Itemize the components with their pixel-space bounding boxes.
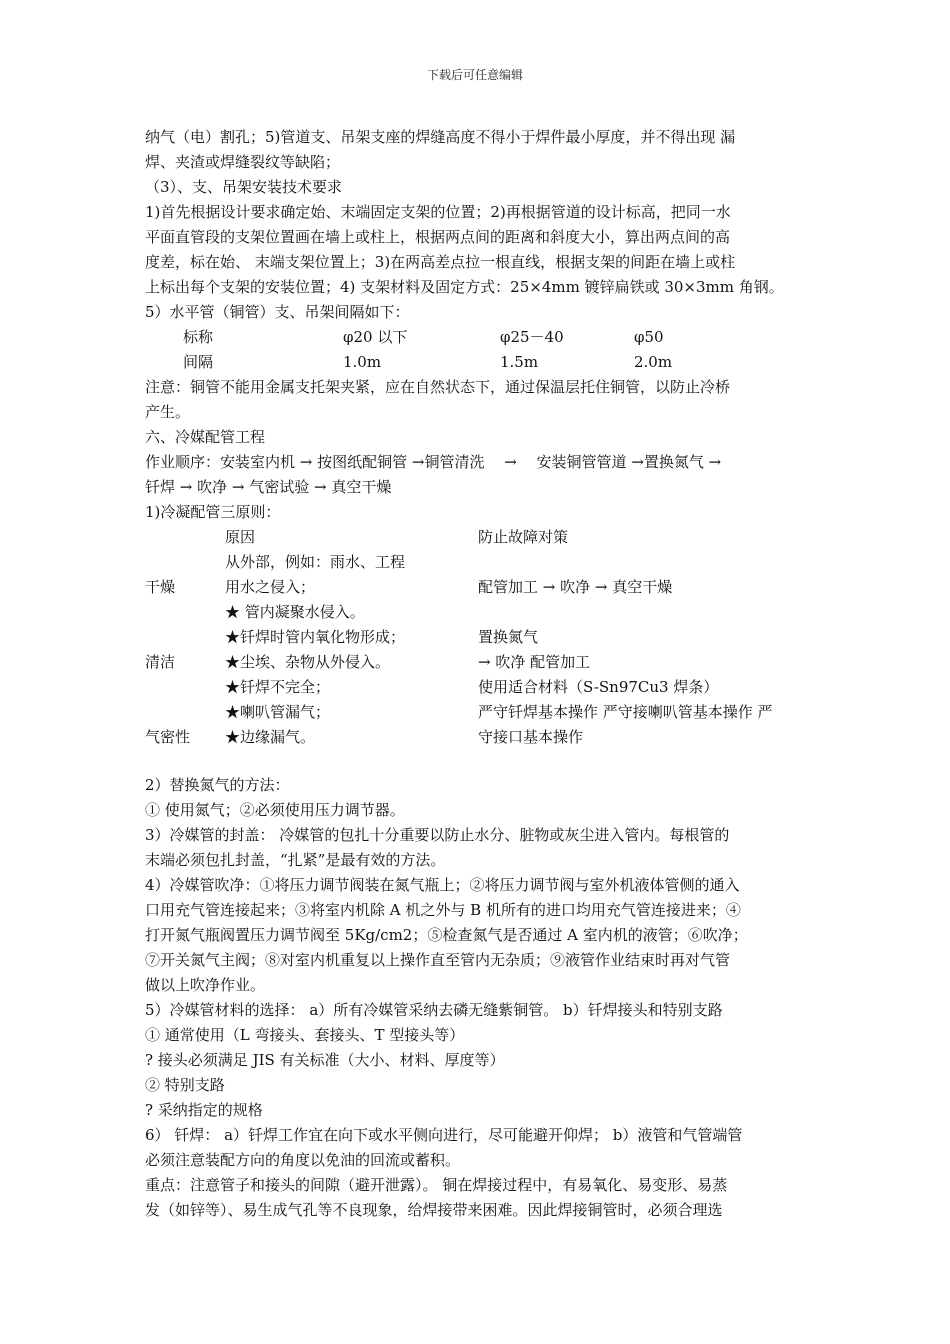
spacing-cell: φ50 bbox=[634, 328, 664, 346]
col-header-cause: 原因 bbox=[225, 528, 256, 546]
text-line: 打开氮气瓶阀置压力调节阀至 5Kg/cm2；⑤检查氮气是否通过 A 室内机的液管；⑥吹净； bbox=[145, 926, 748, 944]
text-line: 1)首先根据设计要求确定始、末端固定支架的位置；2)再根据管道的设计标高，把同一水 bbox=[145, 203, 731, 221]
cause-text: ★尘埃、杂物从外侵入。 bbox=[225, 653, 391, 671]
text-line: 必须注意装配方向的角度以免油的回流或蓄积。 bbox=[145, 1151, 461, 1169]
text-line: ? 采纳指定的规格 bbox=[145, 1101, 263, 1119]
text-line: 末端必须包扎封盖，“扎紧”是最有效的方法。 bbox=[145, 851, 446, 869]
cause-text: ★钎焊时管内氧化物形成； bbox=[225, 628, 406, 646]
measure-text: → 吹净 配管加工 bbox=[478, 653, 591, 671]
page-header: 下载后可任意编辑 bbox=[426, 68, 523, 82]
text-line: ① 使用氮气；②必须使用压力调节器。 bbox=[145, 801, 405, 819]
col-header-measure: 防止故障对策 bbox=[478, 528, 569, 546]
text-line: 5）冷媒管材料的选择： a）所有冷媒管采纳去磷无缝紫铜管。 b）钎焊接头和特别支路 bbox=[145, 1001, 723, 1019]
measure-text: 严守钎焊基本操作 严守接喇叭管基本操作 严 bbox=[478, 703, 773, 721]
text-line: 平面直管段的支架位置画在墙上或柱上，根据两点间的距离和斜度大小，算出两点间的高 bbox=[145, 228, 731, 246]
text-line: 做以上吹净作业。 bbox=[145, 976, 266, 994]
text-line: ? 接头必须满足 JIS 有关标准（大小、材料、厚度等） bbox=[145, 1051, 505, 1069]
text-line: 纳气（电）割孔；5)管道支、吊架支座的焊缝高度不得小于焊件最小厚度，并不得出现 漏 bbox=[145, 128, 736, 146]
section-heading: 六、冷媒配管工程 bbox=[145, 428, 266, 446]
section-heading: 2）替换氮气的方法： bbox=[145, 776, 290, 794]
spacing-label: 标称 bbox=[183, 328, 214, 346]
text-line: ① 通常使用（L 弯接头、套接头、T 型接头等） bbox=[145, 1026, 465, 1044]
cause-text: ★ 管内凝聚水侵入。 bbox=[225, 603, 365, 621]
text-line: 度差，标在始、 末端支架位置上；3)在两高差点拉一根直线，根据支架的间距在墙上或柱 bbox=[145, 253, 736, 271]
cause-text: ★钎焊不完全； bbox=[225, 678, 331, 696]
measure-text: 使用适合材料（S-Sn97Cu3 焊条） bbox=[478, 678, 719, 696]
text-line: 焊、夹渣或焊缝裂纹等缺陷； bbox=[145, 153, 341, 171]
spacing-cell: 1.0m bbox=[343, 353, 382, 371]
text-line: 口用充气管连接起来；③将室内机除 A 机之外与 B 机所有的进口均用充气管连接进来；④ bbox=[145, 901, 741, 919]
measure-text: 守接口基本操作 bbox=[478, 728, 584, 746]
text-line: 4）冷媒管吹净：①将压力调节阀装在氮气瓶上；②将压力调节阀与室外机液体管侧的通入 bbox=[145, 876, 740, 894]
measure-text: 置换氮气 bbox=[478, 628, 539, 646]
measure-text: 配管加工 → 吹净 → 真空干燥 bbox=[478, 578, 673, 596]
text-line: 上标出每个支架的安装位置；4) 支架材料及固定方式：25×4mm 镀锌扁铁或 30×3mm 角钢。 bbox=[145, 278, 784, 296]
row-label-dry: 干燥 bbox=[145, 578, 176, 596]
cause-text: 从外部，例如：雨水、工程 bbox=[225, 553, 406, 571]
cause-text: ★边缘漏气。 bbox=[225, 728, 316, 746]
cause-text: 用水之侵入； bbox=[225, 578, 316, 596]
sequence-line: 钎焊 → 吹净 → 气密试验 → 真空干燥 bbox=[145, 478, 392, 496]
spacing-label: 间隔 bbox=[183, 353, 214, 371]
text-line: 5）水平管（铜管）支、吊架间隔如下： bbox=[145, 303, 410, 321]
row-label-clean: 清洁 bbox=[145, 653, 176, 671]
text-line: 重点：注意管子和接头的间隙（避开泄露）。 铜在焊接过程中，有易氧化、易变形、易蒸 bbox=[145, 1176, 728, 1194]
spacing-cell: φ25－40 bbox=[500, 328, 564, 346]
section-heading: （3）、支、吊架安装技术要求 bbox=[145, 178, 343, 196]
text-line: ② 特别支路 bbox=[145, 1076, 225, 1094]
spacing-cell: 2.0m bbox=[634, 353, 673, 371]
text-line: 3）冷媒管的封盖： 冷媒管的包扎十分重要以防止水分、脏物或灰尘进入管内。每根管的 bbox=[145, 826, 730, 844]
note-line: 注意：铜管不能用金属支托架夹紧，应在自然状态下，通过保温层托住铜管，以防止冷桥 bbox=[145, 378, 731, 396]
spacing-cell: 1.5m bbox=[500, 353, 539, 371]
row-label-airtight: 气密性 bbox=[145, 728, 191, 746]
principles-title: 1)冷凝配管三原则： bbox=[145, 503, 281, 521]
text-line: ⑦开关氮气主阀；⑧对室内机重复以上操作直至管内无杂质；⑨液管作业结束时再对气管 bbox=[145, 951, 731, 969]
cause-text: ★喇叭管漏气； bbox=[225, 703, 331, 721]
note-line: 产生。 bbox=[145, 403, 191, 421]
text-line: 6） 钎焊： a）钎焊工作宜在向下或水平侧向进行，尽可能避开仰焊； b）液管和气管端管 bbox=[145, 1126, 743, 1144]
text-line: 发（如锌等）、易生成气孔等不良现象，给焊接带来困难。因此焊接铜管时，必须合理选 bbox=[145, 1201, 723, 1219]
sequence-line: 作业顺序：安装室内机 → 按图纸配铜管 →铜管清洗 → 安装铜管管道 →置换氮气 → bbox=[145, 453, 722, 471]
spacing-cell: φ20 以下 bbox=[343, 328, 408, 346]
